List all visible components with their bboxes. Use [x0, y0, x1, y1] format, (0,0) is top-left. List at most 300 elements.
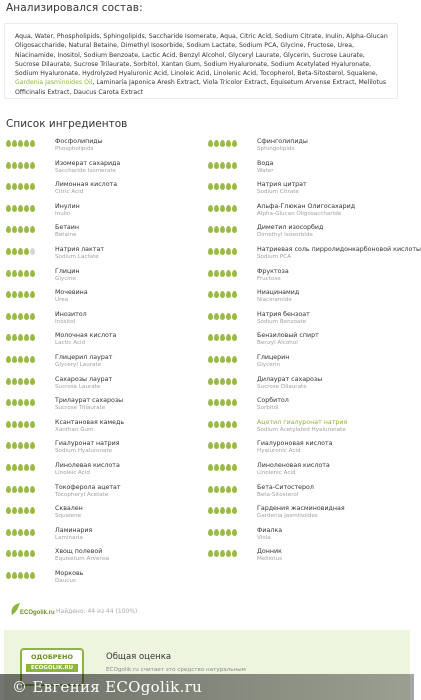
rating-drops — [208, 399, 237, 406]
ingredient-row[interactable] — [208, 287, 408, 309]
drop-icon — [226, 226, 231, 233]
drop-icon — [18, 529, 23, 536]
drop-icon — [6, 356, 11, 363]
rating-drops — [208, 162, 237, 169]
drop-icon — [214, 507, 219, 514]
drop-icon — [220, 183, 225, 190]
ingredient-name-en: Sphingolipids — [257, 146, 295, 152]
drop-icon — [226, 442, 231, 449]
rating-drops — [6, 486, 35, 493]
drop-icon — [232, 378, 237, 385]
ingredient-name-en: Daucus — [55, 577, 76, 584]
drop-icon — [18, 399, 23, 406]
drop-icon — [232, 442, 237, 449]
rating-drops — [6, 464, 35, 471]
ingredient-name-en: Water — [257, 167, 274, 174]
drop-icon — [6, 378, 11, 385]
ingredient-name-en: Sucrose Laurate — [55, 383, 101, 390]
drop-icon — [220, 313, 225, 320]
drop-icon — [12, 183, 17, 190]
ingredient-row[interactable] — [208, 546, 408, 568]
ingredient-name-ru: Бензиловый спирт — [257, 332, 319, 340]
drop-icon — [232, 162, 237, 169]
drop-icon — [214, 313, 219, 320]
drop-icon — [208, 442, 213, 449]
ingredient-name-en: Squalene — [55, 513, 82, 520]
drop-icon — [6, 442, 11, 449]
drop-icon — [18, 313, 23, 320]
ingredient-name-ru: Фосфолипиды — [55, 138, 103, 145]
drop-icon — [214, 334, 219, 341]
rating-drops — [208, 421, 237, 428]
ingredient-name-en: Niacinamide — [257, 297, 292, 304]
drop-icon — [208, 248, 213, 255]
drop-icon — [214, 356, 219, 363]
ingredient-name-ru: Молочная кислота — [55, 332, 117, 340]
drop-icon — [18, 486, 23, 493]
drop-icon — [6, 507, 11, 514]
drop-icon — [18, 183, 23, 190]
rating-drops — [6, 205, 35, 212]
drop-icon — [232, 205, 237, 212]
rating-drops — [208, 291, 237, 298]
drop-icon — [6, 226, 11, 233]
ingredient-name-ru: Натриевая соль пирролидонкарбоновой кислоты — [257, 245, 421, 253]
rating-drops — [6, 270, 35, 277]
ingredient-name-en: Sodium Hyaluronate — [55, 448, 113, 455]
ingredient-row[interactable] — [6, 438, 206, 460]
ingredient-row[interactable] — [6, 179, 206, 201]
drop-icon — [208, 334, 213, 341]
badge-top-label: ОДОБРЕНО — [31, 653, 73, 661]
rating-drops — [208, 378, 237, 385]
drop-icon — [30, 550, 35, 557]
ingredient-row[interactable] — [208, 352, 408, 374]
drop-icon — [24, 442, 29, 449]
rating-drops — [6, 291, 35, 298]
ingredient-row[interactable] — [208, 136, 408, 158]
rating-drops — [208, 507, 237, 514]
drop-icon — [24, 550, 29, 557]
drop-icon — [18, 248, 23, 255]
ingredient-row[interactable] — [208, 158, 408, 180]
rating-drops — [6, 529, 35, 536]
rating-drops — [208, 270, 237, 277]
ingredient-row[interactable] — [6, 460, 206, 482]
ingredient-name-ru: Ацетил гиалуронат натрия — [257, 418, 348, 426]
drop-icon — [12, 248, 17, 255]
drop-icon — [232, 183, 237, 190]
drop-icon — [30, 183, 35, 190]
ingredient-row[interactable] — [6, 222, 206, 244]
drop-icon — [30, 442, 35, 449]
ingredient-row[interactable] — [6, 482, 206, 504]
drop-icon — [12, 550, 17, 557]
drop-icon — [24, 378, 29, 385]
ingredient-name-ru: Альфа-Глюкан Олигосахарид — [257, 202, 356, 210]
composition-text — [15, 33, 388, 96]
ingredient-row[interactable] — [6, 352, 206, 374]
found-count: Найдено: 44 из 44 (100%) — [56, 608, 138, 615]
drop-icon — [208, 378, 213, 385]
drop-icon — [214, 162, 219, 169]
drop-icon — [220, 378, 225, 385]
drop-icon — [6, 140, 11, 147]
drop-icon — [12, 572, 17, 579]
drop-icon — [30, 356, 35, 363]
ingredient-row[interactable] — [208, 460, 408, 482]
rating-drops — [208, 183, 237, 190]
drop-icon — [232, 399, 237, 406]
ingredients-left-column — [6, 136, 206, 589]
rating-drops — [6, 507, 35, 514]
ingredient-name-en: Sorbitol — [257, 405, 279, 412]
drop-icon — [12, 442, 17, 449]
rating-drops — [208, 529, 237, 536]
drop-icon — [208, 356, 213, 363]
drop-icon — [226, 248, 231, 255]
ingredient-row[interactable] — [208, 417, 408, 439]
ingredient-row[interactable] — [6, 287, 206, 309]
drop-icon — [232, 140, 237, 147]
drop-icon — [24, 507, 29, 514]
rating-drops — [6, 140, 35, 147]
ingredient-row[interactable] — [208, 179, 408, 201]
ingredient-row[interactable] — [6, 330, 206, 352]
drop-icon — [30, 507, 35, 514]
ingredient-name-ru: Морковь — [55, 569, 84, 577]
drop-icon — [30, 464, 35, 471]
drop-icon — [226, 183, 231, 190]
ingredient-row[interactable] — [6, 525, 206, 547]
ingredient-name-ru: Линолевая кислота — [55, 461, 120, 469]
rating-drops — [208, 313, 237, 320]
ingredient-name-en: Sucrose Dilaurate — [257, 383, 307, 390]
ingredient-name-ru: Ниацинамид — [257, 289, 300, 297]
drop-icon — [232, 226, 237, 233]
ingredient-row[interactable] — [208, 222, 408, 244]
drop-icon — [6, 334, 11, 341]
drop-icon — [12, 270, 17, 277]
ingredient-name-en: Xanthan Gum — [55, 426, 94, 433]
drop-icon — [30, 529, 35, 536]
drop-icon — [6, 248, 11, 255]
drop-icon — [220, 248, 225, 255]
ingredient-row[interactable] — [6, 244, 206, 266]
drop-icon — [18, 226, 23, 233]
ingredient-row[interactable] — [208, 266, 408, 288]
drop-icon — [30, 399, 35, 406]
ingredient-row[interactable] — [6, 417, 206, 439]
ingredients-list-title: Список ингредиентов — [6, 118, 128, 130]
drop-icon — [12, 378, 17, 385]
rating-drops — [208, 464, 237, 471]
drop-icon — [226, 270, 231, 277]
drop-icon — [214, 529, 219, 536]
drop-icon — [232, 334, 237, 341]
ingredient-row[interactable] — [208, 503, 408, 525]
drop-icon — [220, 399, 225, 406]
rating-drops — [208, 442, 237, 449]
drop-icon — [226, 378, 231, 385]
drop-icon — [232, 529, 237, 536]
drop-icon — [18, 572, 23, 579]
drop-icon — [12, 421, 17, 428]
ingredient-name-ru: Глицерил лаурат — [55, 353, 113, 361]
drop-icon — [226, 334, 231, 341]
drop-icon — [220, 356, 225, 363]
drop-icon — [30, 572, 35, 579]
drop-icon — [24, 183, 29, 190]
ingredient-name-ru: Сахарозы лаурат — [55, 375, 113, 383]
ingredient-name-ru: Натрия цитрат — [257, 181, 307, 189]
ingredient-name-ru: Натрия бензоат — [257, 310, 310, 318]
rating-drops — [6, 162, 35, 169]
drop-icon — [208, 313, 213, 320]
drop-icon — [12, 399, 17, 406]
composition-segment: , Laminaria Japonica Aresh Extract, Viola Tricolor Extract, Equisetum Arvense Extract, Melilotus Officinalis Extract, Daucus Carota Extract — [15, 79, 387, 96]
grade-subtitle: ECOgolik.ru считает это средство натуральным — [106, 667, 246, 673]
ingredient-row[interactable] — [208, 244, 421, 266]
drop-icon — [18, 270, 23, 277]
drop-icon — [12, 507, 17, 514]
drop-icon — [232, 291, 237, 298]
grade-title: Общая оценка — [106, 652, 172, 662]
drop-icon — [30, 313, 35, 320]
photo-watermark-bar — [0, 674, 414, 700]
drop-icon — [226, 399, 231, 406]
ingredient-row[interactable] — [6, 374, 206, 396]
ingredient-name-en: Sodium Benzoate — [257, 318, 307, 325]
ingredient-name-ru: Диметил изосорбид — [257, 224, 324, 232]
drop-icon — [220, 334, 225, 341]
rating-drops — [6, 334, 35, 341]
drop-icon — [214, 378, 219, 385]
drop-icon — [220, 162, 225, 169]
drop-icon — [6, 313, 11, 320]
drop-icon — [214, 442, 219, 449]
ingredient-name-en: Laminaria — [55, 534, 83, 541]
drop-icon — [24, 421, 29, 428]
page-title: Анализировался состав: — [6, 2, 143, 14]
drop-icon — [226, 162, 231, 169]
drop-icon — [30, 486, 35, 493]
drop-icon — [12, 205, 17, 212]
drop-icon — [214, 399, 219, 406]
drop-icon — [12, 291, 17, 298]
rating-drops — [6, 421, 35, 428]
drop-icon — [24, 356, 29, 363]
ingredient-name-ru: Глицин — [55, 267, 80, 275]
drop-icon — [208, 529, 213, 536]
drop-icon — [214, 248, 219, 255]
drop-icon — [12, 464, 17, 471]
drop-icon — [232, 421, 237, 428]
drop-icon — [232, 356, 237, 363]
drop-icon — [6, 529, 11, 536]
ingredient-name-ru: Гиалуроновая кислота — [257, 440, 333, 448]
drop-icon — [12, 529, 17, 536]
drop-icon — [226, 486, 231, 493]
watermark-text: © Евгения ECOgolik.ru — [12, 678, 203, 696]
drop-icon — [30, 140, 35, 147]
drop-icon — [208, 183, 213, 190]
ingredient-row[interactable] — [208, 201, 408, 223]
ingredient-name-en: Dimethyl Isosorbide — [257, 232, 313, 239]
ingredient-row[interactable] — [208, 482, 408, 504]
ingredient-name-en: Inulin — [55, 210, 71, 217]
drop-icon — [24, 313, 29, 320]
drop-icon — [18, 507, 23, 514]
drop-icon — [12, 334, 17, 341]
ingredient-name-en: Betaine — [55, 232, 77, 239]
drop-icon — [220, 486, 225, 493]
ingredient-name-ru: Мочевина — [55, 289, 88, 297]
rating-drops — [6, 183, 35, 190]
drop-icon — [12, 162, 17, 169]
composition-highlight: Gardenia Jasminoides Oil — [15, 79, 93, 87]
drop-icon — [232, 313, 237, 320]
ingredient-name-ru: Гардения жасминовидная — [257, 505, 345, 513]
ingredient-row[interactable] — [208, 330, 408, 352]
drop-icon — [24, 270, 29, 277]
drop-icon — [6, 183, 11, 190]
ingredient-row[interactable] — [208, 438, 408, 460]
logo-text: ECOgolik.ru — [20, 610, 55, 616]
ingredient-name-en: Alpha-Glucan Oligosaccharide — [257, 210, 342, 217]
ingredient-name-en: Tocopheryl Acetate — [55, 491, 109, 498]
ingredients-right-column — [208, 136, 421, 568]
ingredient-name-ru: Натрия лактат — [55, 245, 105, 253]
ingredient-row[interactable] — [208, 395, 408, 417]
ingredient-name-en: Sodium Lactate — [55, 253, 99, 260]
drop-icon — [12, 140, 17, 147]
drop-icon — [226, 356, 231, 363]
drop-icon — [214, 140, 219, 147]
drop-icon — [6, 205, 11, 212]
drop-icon — [226, 291, 231, 298]
drop-icon — [220, 442, 225, 449]
ingredient-name-en: Inositol — [55, 318, 76, 325]
drop-icon — [30, 291, 35, 298]
ingredient-row[interactable] — [6, 546, 206, 568]
drop-icon — [220, 550, 225, 557]
ingredient-row[interactable] — [6, 395, 206, 417]
rating-drops — [6, 572, 35, 579]
drop-icon — [220, 140, 225, 147]
rating-drops — [6, 226, 35, 233]
drop-icon — [18, 334, 23, 341]
drop-icon — [6, 421, 11, 428]
ingredient-row[interactable] — [6, 568, 206, 590]
drop-icon — [214, 550, 219, 557]
ingredient-name-en: Linoleic Acid — [55, 469, 90, 476]
drop-icon — [232, 270, 237, 277]
ingredient-name-ru: Инозитол — [55, 310, 87, 318]
ingredient-name-en: Benzyl Alcohol — [257, 340, 298, 347]
drop-icon — [220, 226, 225, 233]
ingredient-name-ru: Токоферола ацетат — [55, 483, 121, 491]
ingredient-name-ru: Гиалуронат натрия — [55, 440, 120, 448]
drop-icon — [232, 550, 237, 557]
drop-icon — [214, 486, 219, 493]
ingredient-row[interactable] — [208, 525, 408, 547]
drop-icon — [24, 226, 29, 233]
drop-icon — [24, 205, 29, 212]
ingredient-name-en: Citric Acid — [55, 189, 84, 196]
ingredient-name-ru: Вода — [257, 159, 274, 167]
drop-icon — [12, 226, 17, 233]
drop-icon — [214, 226, 219, 233]
drop-icon — [214, 464, 219, 471]
drop-icon — [208, 550, 213, 557]
ingredient-name-en: Sodium Citrate — [257, 189, 299, 196]
badge-bottom-label: ECOGOLIK.RU — [26, 664, 78, 672]
drop-icon — [24, 464, 29, 471]
drop-icon — [24, 140, 29, 147]
ingredient-name-en: Melilotus — [257, 556, 283, 563]
ingredient-row[interactable] — [6, 201, 206, 223]
ingredient-row[interactable] — [6, 136, 206, 158]
ingredient-name-en: Urea — [55, 297, 69, 304]
ingredient-name-en: Saccharide Isomerate — [55, 167, 116, 174]
ingredient-row[interactable] — [6, 309, 206, 331]
ingredient-name-en: Sucrose Trilaurate — [55, 405, 106, 412]
drop-icon — [214, 270, 219, 277]
ingredient-name-en: Sodium Acetylated Hyaluronate — [257, 426, 346, 433]
ingredient-row[interactable] — [208, 309, 408, 331]
ecogolik-logo — [6, 601, 55, 619]
drop-icon — [208, 205, 213, 212]
rating-drops — [6, 313, 35, 320]
drop-icon — [24, 529, 29, 536]
ingredient-row[interactable] — [6, 266, 206, 288]
ingredient-name-en: Glyceryl Laurate — [55, 361, 102, 368]
drop-icon — [220, 421, 225, 428]
rating-drops — [6, 550, 35, 557]
ingredient-row[interactable] — [208, 374, 408, 396]
rating-drops — [208, 486, 237, 493]
ingredient-name-en: Phospholipids — [55, 146, 94, 152]
ingredient-name-en: Equisetum Arvense — [55, 556, 110, 563]
drop-icon — [30, 334, 35, 341]
ingredient-row[interactable] — [6, 158, 206, 180]
rating-drops — [208, 140, 237, 147]
ingredient-name-ru: Дилаурат сахарозы — [257, 375, 323, 383]
rating-drops — [208, 248, 237, 255]
ingredient-name-en: Sodium PCA — [257, 253, 291, 260]
drop-icon — [208, 226, 213, 233]
drop-icon — [208, 464, 213, 471]
drop-icon — [232, 486, 237, 493]
ingredient-name-en: Linolenic Acid — [257, 469, 296, 476]
drop-icon — [6, 464, 11, 471]
drop-icon — [232, 464, 237, 471]
ingredient-row[interactable] — [6, 503, 206, 525]
drop-icon — [214, 291, 219, 298]
drop-icon — [6, 399, 11, 406]
rating-drops — [208, 226, 237, 233]
drop-icon — [30, 205, 35, 212]
drop-icon — [30, 162, 35, 169]
drop-icon — [24, 248, 29, 255]
ingredient-name-en: Fructose — [257, 275, 281, 282]
ingredient-name-ru: Трилаурат сахарозы — [55, 397, 124, 405]
drop-icon — [30, 421, 35, 428]
drop-icon — [24, 572, 29, 579]
ingredient-name-en: Glycine — [55, 275, 76, 282]
leaf-icon — [11, 603, 20, 615]
